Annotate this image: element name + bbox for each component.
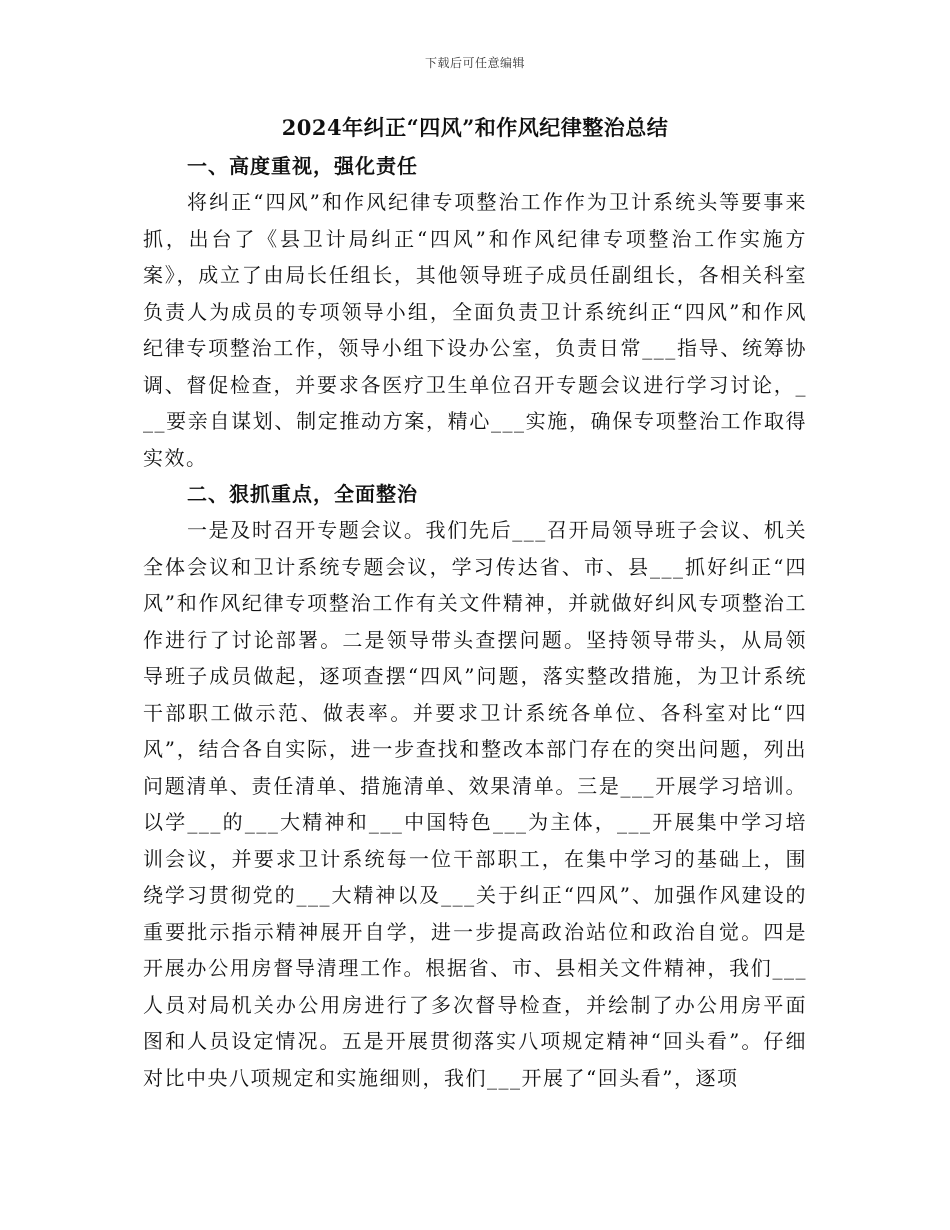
- section-paragraph-1: 将纠正“四风”和作风纪律专项整治工作作为卫计系统头等要事来抓，出台了《县卫计局纠正“四风”和作风纪律专项整治工作实施方案》，成立了由局长任组长，其他领导班子成员任副组长，各相关科室负责人为成员的专项领导小组，全面负责卫计系统纠正“四风”和作风纪律专项整治工作，领导小组下设办公室，负责日常___指导、统筹协调、督促检查，并要求各医疗卫生单位召开专题会议进行学习讨论，___要亲自谋划、制定推动方案，精心___实施，确保专项整治工作取得实效。: [143, 190, 807, 470]
- section-heading-1: 一、高度重视，强化责任: [187, 154, 418, 178]
- document-title: 2024年纠正“四风”和作风纪律整治总结: [281, 115, 669, 140]
- document-body: [143, 148, 807, 1096]
- header-note: 下载后可任意编辑: [424, 56, 525, 70]
- section-heading-2: 二、狠抓重点，全面整治: [187, 482, 418, 506]
- section-paragraph-2: 一是及时召开专题会议。我们先后___召开局领导班子会议、机关全体会议和卫计系统专题会议，学习传达省、市、县___抓好纠正“四风”和作风纪律专项整治工作有关文件精神，并就做好纠风专项整治工作进行了讨论部署。二是领导带头查摆问题。坚持领导带头，从局领导班子成员做起，逐项查摆“四风”问题，落实整改措施，为卫计系统干部职工做示范、做表率。并要求卫计系统各单位、各科室对比“四风”，结合各自实际，进一步查找和整改本部门存在的突出问题，列出问题清单、责任清单、措施清单、效果清单。三是___开展学习培训。以学___的___大精神和___中国特色___为主体，___开展集中学习培训会议，并要求卫计系统每一位干部职工，在集中学习的基础上，围绕学习贯彻党的___大精神以及___关于纠正“四风”、加强作风建设的重要批示指示精神展开自学，进一步提高政治站位和政治自觉。四是开展办公用房督导清理工作。根据省、市、县相关文件精神，我们___人员对局机关办公用房进行了多次督导检查，并绘制了办公用房平面图和人员设定情况。五是开展贯彻落实八项规定精神“回头看”。仔细对比中央八项规定和实施细则，我们___开展了“回头看”，逐项: [143, 518, 807, 1090]
